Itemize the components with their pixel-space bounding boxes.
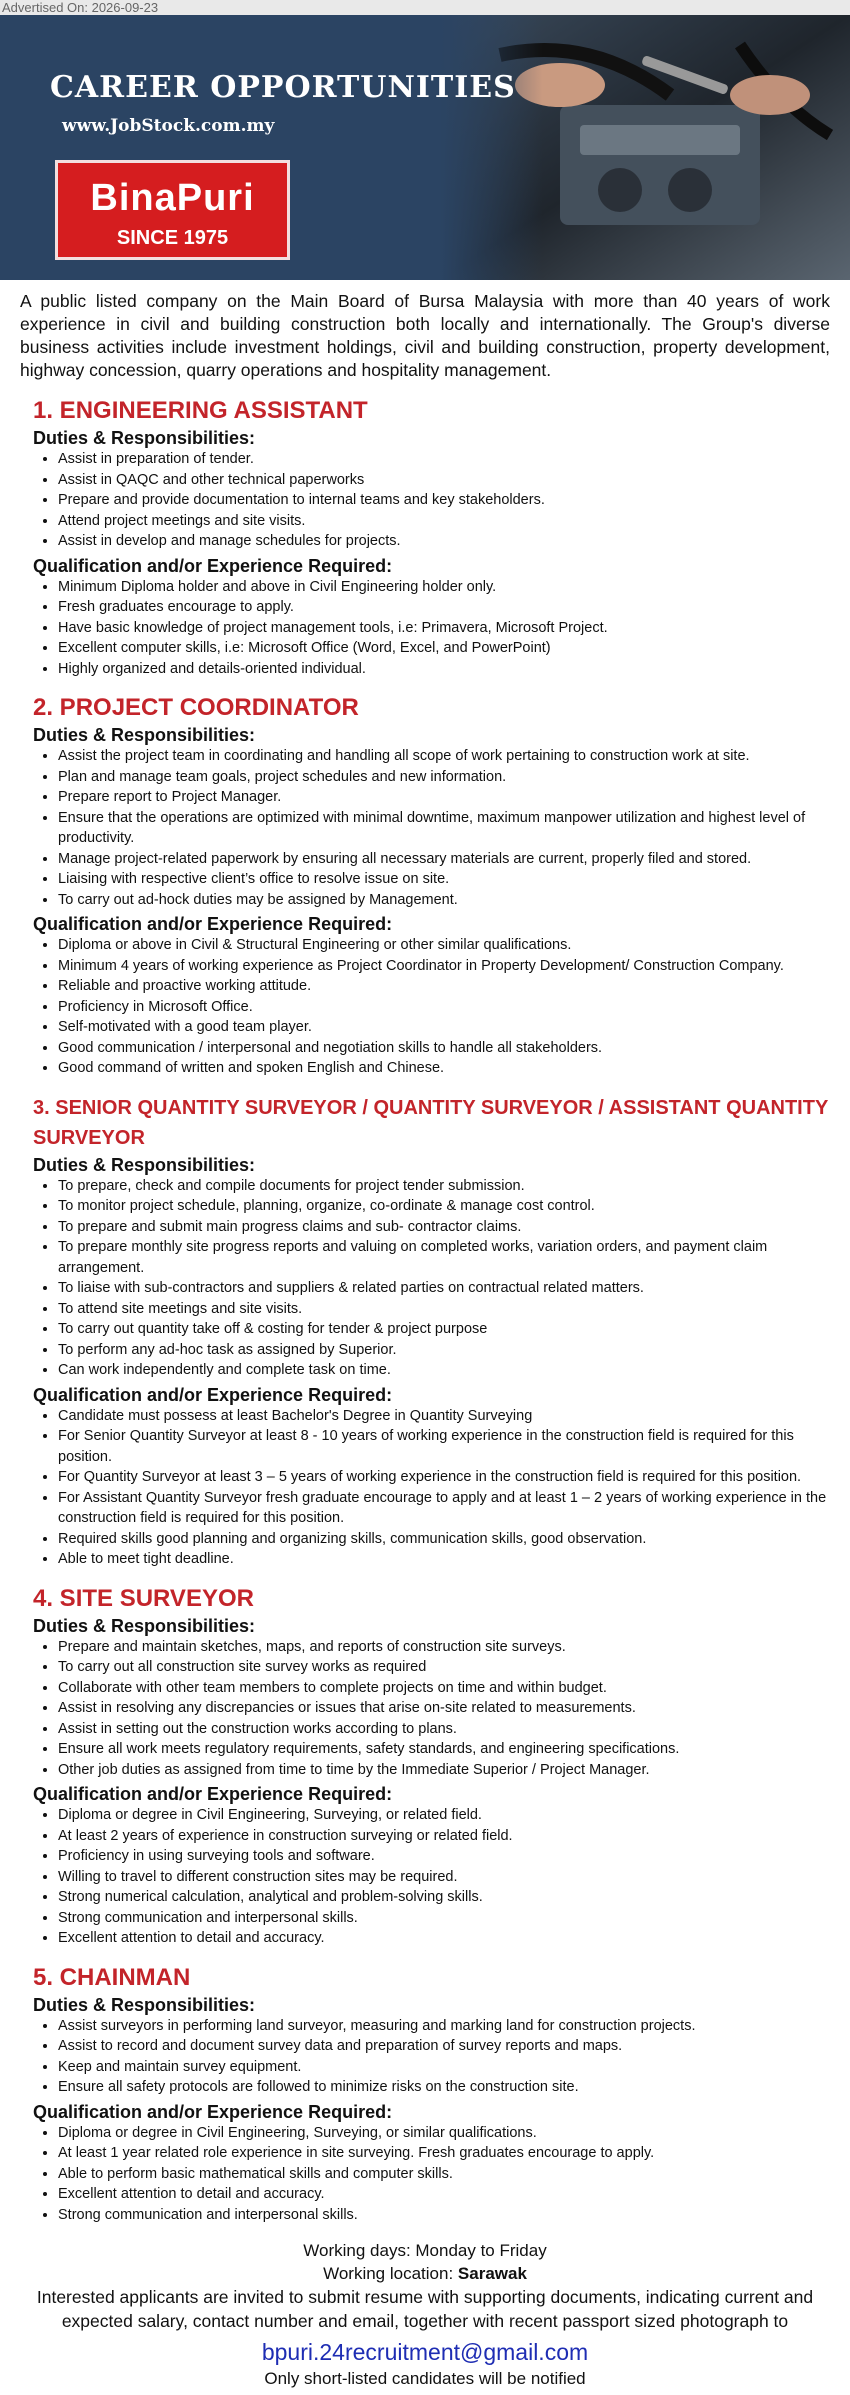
duty-item: • To prepare monthly site progress reports and valuing on completed works, variation orders, and payment claim arrangement. — [58, 1237, 846, 1278]
qualification-item: • Good command of written and spoken English and Chinese. — [58, 1058, 846, 1079]
duty-item: • To prepare, check and compile documents for project tender submission. — [58, 1176, 846, 1197]
job-section — [33, 693, 846, 1079]
duty-item: • Assist the project team in coordinating and handling all scope of work pertaining to construction work at site. — [58, 746, 846, 767]
company-logo — [55, 160, 290, 260]
qualification-item: • For Assistant Quantity Surveyor fresh graduate encourage to apply and at least 1 – 2 years of working experience in the construction field is required for this position. — [58, 1488, 846, 1529]
duties-heading: Duties & Responsibilities: — [33, 1154, 256, 1175]
application-footer — [0, 2239, 850, 2390]
duty-item: • Plan and manage team goals, project schedules and new information. — [58, 767, 846, 788]
job-title: 5. CHAINMAN — [33, 1963, 191, 1991]
duty-item: • To carry out quantity take off & costing for tender & project purpose — [58, 1319, 846, 1340]
qualification-item: • Strong communication and interpersonal skills. — [58, 1908, 846, 1929]
duty-item: • Assist to record and document survey data and preparation of survey reports and maps. — [58, 2036, 846, 2057]
qualification-item: • Minimum Diploma holder and above in Civil Engineering holder only. — [58, 577, 846, 598]
website-url: www.JobStock.com.my — [62, 116, 275, 136]
main-content — [0, 280, 850, 2390]
qualification-item: • Excellent attention to detail and accuracy. — [58, 2184, 846, 2205]
job-section — [33, 1963, 846, 2226]
job-title: 2. PROJECT COORDINATOR — [33, 694, 359, 721]
qualification-item: • Diploma or above in Civil & Structural Engineering or other similar qualifications. — [58, 935, 846, 956]
duties-heading: Duties & Responsibilities: — [33, 1615, 256, 1636]
duty-item: • Prepare report to Project Manager. — [58, 787, 846, 808]
job-section — [33, 396, 846, 679]
qualification-item: • Minimum 4 years of working experience as Project Coordinator in Property Development/ Construction Company. — [58, 956, 846, 977]
duty-item: • To attend site meetings and site visits. — [58, 1299, 846, 1320]
job-list — [0, 396, 850, 2225]
job-section — [33, 1584, 846, 1949]
duty-item: • To carry out ad-hock duties may be assigned by Management. — [58, 890, 846, 911]
qualification-item: • Candidate must possess at least Bachelor's Degree in Quantity Surveying — [58, 1406, 846, 1427]
shortlist-note: Only short-listed candidates will be notified — [264, 2369, 586, 2388]
qualification-item: • Strong numerical calculation, analytical and problem-solving skills. — [58, 1887, 846, 1908]
duty-item: • Assist in preparation of tender. — [58, 449, 846, 470]
qualification-item: • Proficiency in using surveying tools and software. — [58, 1846, 846, 1867]
duty-item: • Can work independently and complete task on time. — [58, 1360, 846, 1381]
duty-item: • Ensure all work meets regulatory requirements, safety standards, and engineering specifications. — [58, 1739, 846, 1760]
qualifications-list — [33, 1406, 846, 1570]
duty-item: • Ensure all safety protocols are followed to minimize risks on the construction site. — [58, 2077, 846, 2098]
job-title: 1. ENGINEERING ASSISTANT — [33, 397, 368, 424]
company-intro: A public listed company on the Main Board of Bursa Malaysia with more than 40 years of work experience in civil and building construction both locally and internationally. The Group's diverse business activities include investment holdings, civil and building construction, property development, highway concession, quarry operations and hospitality management. — [20, 291, 830, 380]
duty-item: • Manage project-related paperwork by ensuring all necessary materials are current, properly filed and stored. — [58, 849, 846, 870]
qualification-item: • Willing to travel to different construction sites may be required. — [58, 1867, 846, 1888]
qualification-heading: Qualification and/or Experience Required: — [33, 555, 393, 576]
qualification-item: • Diploma or degree in Civil Engineering, Surveying, or similar qualifications. — [58, 2123, 846, 2144]
qualifications-list — [33, 2123, 846, 2226]
qualifications-list — [33, 1805, 846, 1949]
duty-item: • To liaise with sub-contractors and suppliers & related parties on contractual related matters. — [58, 1278, 846, 1299]
duty-item: • Prepare and maintain sketches, maps, and reports of construction site surveys. — [58, 1637, 846, 1658]
duty-item: • Assist in develop and manage schedules for projects. — [58, 531, 846, 552]
duty-item: • To perform any ad-hoc task as assigned by Superior. — [58, 1340, 846, 1361]
logo-name: BinaPuri — [90, 177, 255, 219]
qualification-item: • Self-motivated with a good team player. — [58, 1017, 846, 1038]
logo-since: SINCE 1975 — [116, 227, 229, 249]
duty-item: • To prepare and submit main progress claims and sub- contractor claims. — [58, 1217, 846, 1238]
duty-item: • Liaising with respective client’s office to resolve issue on site. — [58, 869, 846, 890]
qualification-item: • Excellent computer skills, i.e: Microsoft Office (Word, Excel, and PowerPoint) — [58, 638, 846, 659]
duty-item: • Other job duties as assigned from time to time by the Immediate Superior / Project Manager. — [58, 1760, 846, 1781]
qualification-item: • Able to meet tight deadline. — [58, 1549, 846, 1570]
duties-heading: Duties & Responsibilities: — [33, 725, 256, 745]
duties-list — [33, 2016, 846, 2098]
banner-title: CAREER OPPORTUNITIES — [50, 70, 516, 105]
qualification-item: • Fresh graduates encourage to apply. — [58, 597, 846, 618]
qualification-item: • At least 2 years of experience in construction surveying or related field. — [58, 1826, 846, 1847]
qualifications-list — [33, 935, 846, 1079]
qualifications-list — [33, 577, 846, 680]
qualification-heading: Qualification and/or Experience Required: — [33, 1784, 393, 1804]
duties-list — [33, 746, 846, 910]
duty-item: • Assist surveyors in performing land surveyor, measuring and marking land for construction projects. — [58, 2016, 846, 2037]
qualification-item: • Have basic knowledge of project management tools, i.e: Primavera, Microsoft Project. — [58, 618, 846, 639]
duty-item: • Assist in QAQC and other technical paperworks — [58, 470, 846, 491]
duty-item: • Assist in resolving any discrepancies or issues that arise on-site related to measurements. — [58, 1698, 846, 1719]
qualification-heading: Qualification and/or Experience Required: — [33, 2101, 393, 2122]
duty-item: • Assist in setting out the construction works according to plans. — [58, 1719, 846, 1740]
qualification-item: • Good communication / interpersonal and negotiation skills to handle all stakeholders. — [58, 1038, 846, 1059]
engine-photo — [440, 15, 850, 280]
qualification-heading: Qualification and/or Experience Required: — [33, 914, 393, 934]
job-title: 4. SITE SURVEYOR — [33, 1584, 254, 1612]
duty-item: • Keep and maintain survey equipment. — [58, 2057, 846, 2078]
duty-item: • To carry out all construction site survey works as required — [58, 1657, 846, 1678]
qualification-item: • Able to perform basic mathematical skills and computer skills. — [58, 2164, 846, 2185]
qualification-item: • Strong communication and interpersonal skills. — [58, 2205, 846, 2226]
qualification-item: • Proficiency in Microsoft Office. — [58, 997, 846, 1018]
qualification-item: • Excellent attention to detail and accuracy. — [58, 1928, 846, 1949]
location-label: Working location: — [323, 2264, 458, 2283]
working-location — [0, 2262, 850, 2285]
apply-instructions: Interested applicants are invited to submit resume with supporting documents, indicating current and expected salary, contact number and email, together with recent passport sized photograph to — [36, 2287, 814, 2331]
qualification-item: • For Quantity Surveyor at least 3 – 5 years of working experience in the construction field is required for this position. — [58, 1467, 846, 1488]
advertised-date: Advertised On: 2026-09-23 — [0, 0, 850, 15]
qualification-item: • For Senior Quantity Surveyor at least 8 - 10 years of working experience in the construction field is required for this position. — [58, 1426, 846, 1467]
duties-heading: Duties & Responsibilities: — [33, 428, 256, 448]
contact-email-link[interactable]: bpuri.24recruitment@gmail.com — [261, 2339, 589, 2365]
duty-item: • Attend project meetings and site visits. — [58, 511, 846, 532]
duties-heading: Duties & Responsibilities: — [33, 1994, 256, 2015]
qualification-item: • Diploma or degree in Civil Engineering, Surveying, or related field. — [58, 1805, 846, 1826]
job-title: 3. SENIOR QUANTITY SURVEYOR / QUANTITY SURVEYOR / ASSISTANT QUANTITY SURVEYOR — [33, 1096, 828, 1149]
duty-item: • Prepare and provide documentation to internal teams and key stakeholders. — [58, 490, 846, 511]
qualification-item: • At least 1 year related role experience in site surveying. Fresh graduates encourage to apply. — [58, 2143, 846, 2164]
duties-list — [33, 449, 846, 552]
location-value: Sarawak — [457, 2264, 527, 2283]
duty-item: • To monitor project schedule, planning, organize, co-ordinate & manage cost control. — [58, 1196, 846, 1217]
duty-item: • Collaborate with other team members to complete projects on time and within budget. — [58, 1678, 846, 1699]
qualification-item: • Reliable and proactive working attitude. — [58, 976, 846, 997]
duties-list — [33, 1176, 846, 1381]
qualification-item: • Required skills good planning and organizing skills, communication skills, good observation. — [58, 1529, 846, 1550]
header-banner — [0, 15, 850, 280]
working-days: Working days: Monday to Friday — [303, 2241, 547, 2260]
job-section — [33, 1093, 846, 1570]
duty-item: • Ensure that the operations are optimized with minimal downtime, maximum manpower utilization and highest level of productivity. — [58, 808, 846, 849]
duties-list — [33, 1637, 846, 1781]
qualification-heading: Qualification and/or Experience Required: — [33, 1384, 393, 1405]
qualification-item: • Highly organized and details-oriented individual. — [58, 659, 846, 680]
